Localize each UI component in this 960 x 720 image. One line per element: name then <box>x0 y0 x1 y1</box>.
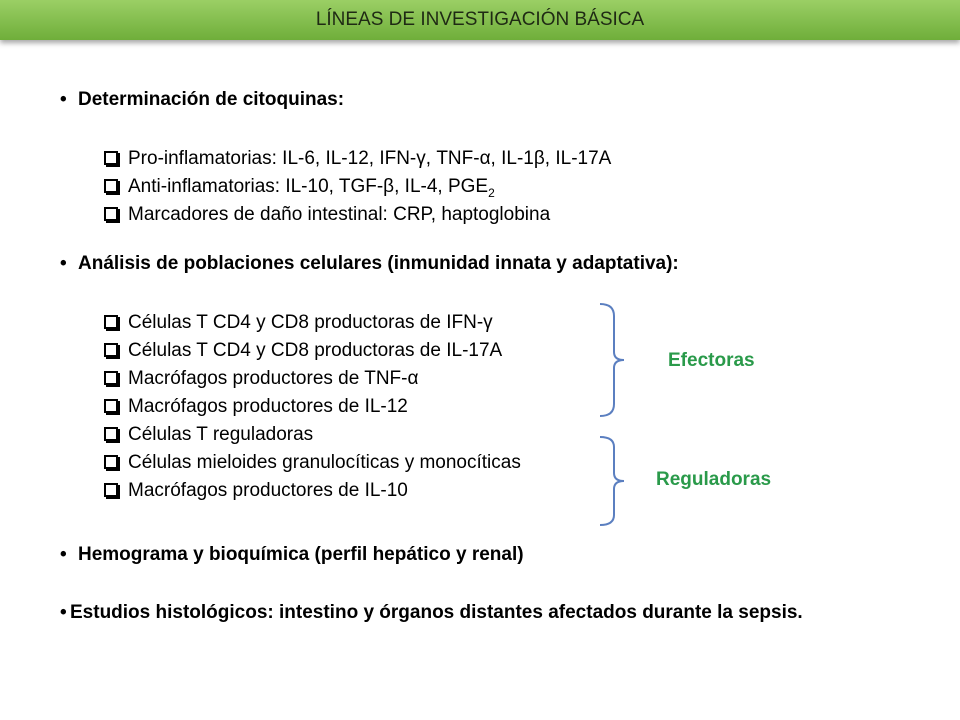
bullet-icon: • <box>60 253 67 274</box>
list-item: Macrófagos productores de IL-12 <box>104 393 408 421</box>
list-item: Marcadores de daño intestinal: CRP, haptoglobina <box>104 201 550 229</box>
checkbox-icon <box>104 399 118 413</box>
bullet-icon: • <box>60 602 67 623</box>
list-item: Células T CD4 y CD8 productoras de IL-17A <box>104 337 502 365</box>
effector-brace-icon <box>590 302 630 418</box>
checkbox-icon <box>104 427 118 441</box>
list-item: Macrófagos productores de TNF-α <box>104 365 418 393</box>
checkbox-icon <box>104 371 118 385</box>
checkbox-icon <box>104 207 118 221</box>
section-title: Determinación de citoquinas: <box>78 89 345 110</box>
section-title: Hemograma y bioquímica (perfil hepático y renal) <box>78 544 524 565</box>
checkbox-icon <box>104 179 118 193</box>
regulatory-brace-icon <box>590 435 630 527</box>
section-cytokines <box>60 89 344 111</box>
section-title: Análisis de poblaciones celulares (inmunidad innata y adaptativa): <box>78 253 679 274</box>
regulatory-label: Reguladoras <box>656 469 772 490</box>
effector-label: Efectoras <box>668 350 755 371</box>
section-title: Estudios histológicos: intestino y órganos distantes afectados durante la sepsis. <box>70 602 803 623</box>
section-blood-tests <box>60 544 524 566</box>
section-histology <box>60 602 803 624</box>
checkbox-icon <box>104 343 118 357</box>
section-cell-populations <box>60 253 679 275</box>
list-item: Macrófagos productores de IL-10 <box>104 477 408 505</box>
page-title: LÍNEAS DE INVESTIGACIÓN BÁSICA <box>315 9 645 30</box>
subscript: 2 <box>488 185 495 200</box>
list-item: Pro-inflamatorias: IL-6, IL-12, IFN-γ, TNF-α, IL-1β, IL-17A <box>104 145 611 173</box>
list-item: Células mieloides granulocíticas y monocíticas <box>104 449 521 477</box>
checkbox-icon <box>104 315 118 329</box>
bullet-icon: • <box>60 89 67 110</box>
checkbox-icon <box>104 483 118 497</box>
bullet-icon: • <box>60 544 67 565</box>
list-item: Células T CD4 y CD8 productoras de IFN-γ <box>104 309 493 337</box>
list-item: Células T reguladoras <box>104 421 313 449</box>
checkbox-icon <box>104 151 118 165</box>
checkbox-icon <box>104 455 118 469</box>
list-item: Anti-inflamatorias: IL-10, TGF-β, IL-4, $PGE_2$ <box>104 173 495 201</box>
